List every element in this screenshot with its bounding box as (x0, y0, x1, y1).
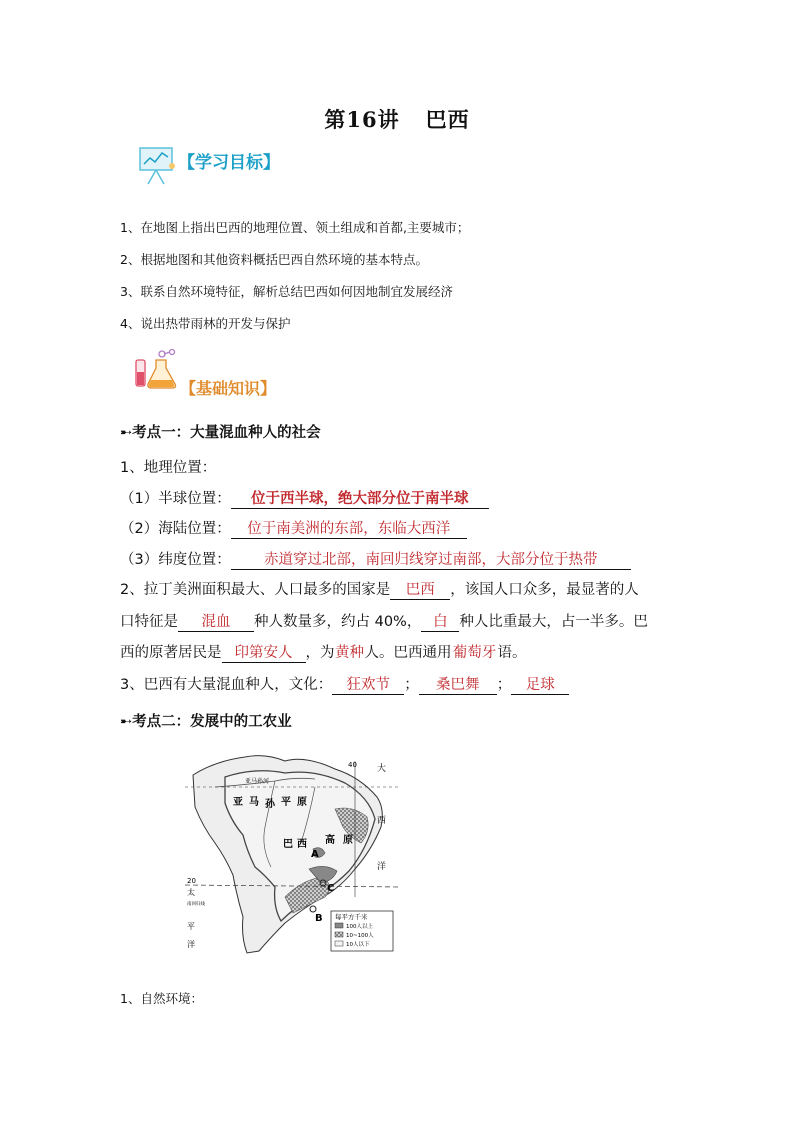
q2-line-1 (120, 578, 639, 600)
q2-answer-mixed: 混血 (178, 613, 254, 632)
map-point-b: B (315, 913, 323, 924)
q2-text-c: 口特征是 (120, 614, 178, 630)
map-atlantic-2: 西 (377, 816, 387, 826)
brazil-population-map (185, 747, 400, 961)
map-label-plateau-1: 巴 (283, 839, 293, 850)
q2-answer-white: 白 (421, 613, 459, 632)
map-label-amazon-plain-1: 亚 (233, 797, 243, 808)
objective-1: 1、在地图上指出巴西的地理位置、领土组成和首都,主要城市； (120, 220, 470, 235)
q2-text-d: 种人数量多，约占 40%， (254, 614, 422, 630)
q2-text-a: 2、拉丁美洲面积最大、人口最多的国家是 (120, 582, 391, 598)
q2-text-g: ，为 (305, 645, 335, 661)
latitude-line (120, 548, 631, 570)
map-lon-40: 40 (348, 761, 357, 769)
map-label-amazon-plain-5: 原 (297, 797, 307, 808)
q2-answer-indigenous: 印第安人 (222, 644, 306, 663)
map-point-c: C (327, 883, 335, 894)
lesson-number: 第16讲 (324, 107, 400, 132)
map-atlantic-1: 大 (377, 764, 387, 774)
q2-line-2 (120, 610, 648, 632)
hemisphere-line (120, 487, 489, 509)
q2-answer-country: 巴西 (390, 581, 450, 600)
map-point-a: A (311, 849, 319, 860)
objective-3: 3、联系自然环境特征，解析总结巴西如何因地制宜发展经济 (120, 284, 453, 299)
sea-land-line (120, 517, 467, 539)
objectives-heading: 【学习目标】 (178, 153, 280, 173)
q3-answer-football: 足球 (511, 676, 569, 695)
location-label: 1、地理位置： (120, 460, 217, 476)
q2-text-i: 语。 (497, 645, 527, 661)
q3-answer-carnival: 狂欢节 (332, 676, 404, 695)
q2-text-h: 人。巴西通用 (364, 645, 452, 661)
q3-text-a: 3、巴西有大量混血种人，文化： (120, 677, 333, 693)
legend-item-1: 100人以上 (346, 924, 373, 930)
legend-item-3: 10人以下 (346, 942, 370, 948)
legend-title: 每平方千米 (335, 913, 368, 921)
hemisphere-label: （1）半球位置： (120, 491, 231, 507)
map-label-amazon-plain-4: 平 (281, 797, 291, 808)
sea-land-label: （2）海陆位置： (120, 521, 231, 537)
q3-separator-1: ； (404, 677, 419, 693)
map-atlantic-3: 洋 (377, 862, 387, 872)
hemisphere-answer: 位于西半球，绝大部分位于南半球 (231, 490, 489, 509)
q2-text-f: 西的原著居民是 (120, 645, 222, 661)
latitude-label: （3）纬度位置： (120, 552, 231, 568)
sea-land-answer: 位于南美洲的东部，东临大西洋 (231, 520, 467, 539)
legend-item-2: 10~100人 (346, 933, 374, 939)
latitude-answer: 赤道穿过北部，南回归线穿过南部，大部分位于热带 (231, 551, 631, 570)
q3-separator-2: ； (496, 677, 512, 693)
map-label-amazon-plain-2: 马 (249, 797, 259, 808)
flask-icon (132, 346, 180, 392)
map-label-plateau-3: 高 (325, 835, 335, 846)
q3-line (120, 673, 569, 695)
q3-answer-samba: 桑巴舞 (419, 676, 497, 695)
q2-line-3 (120, 641, 527, 663)
basics-heading: 【基础知识】 (180, 379, 277, 398)
q2-text-b: ，该国人口众多，最显著的人 (450, 582, 639, 598)
map-label-amazon-plain-3: 孙 (265, 799, 275, 810)
map-label-plateau-4: 原 (343, 835, 353, 846)
key-point-2-title: ➸考点二：发展中的工农业 (120, 714, 292, 730)
map-pacific-2: 平 (187, 922, 195, 931)
natural-environment-label: 1、自然环境： (120, 991, 203, 1006)
q2-answer-yellow: 黄种 (335, 645, 364, 661)
map-label-plateau-2: 西 (297, 839, 307, 850)
objective-4: 4、说出热带雨林的开发与保护 (120, 316, 291, 331)
key-point-1-title: ➸考点一：大量混血种人的社会 (120, 425, 321, 441)
q2-answer-language: 葡萄牙 (452, 645, 497, 661)
map-tropic-label: 南回归线 (187, 902, 205, 907)
lesson-topic: 巴西 (425, 107, 470, 132)
map-lat-20: 20 (187, 877, 196, 885)
map-pacific-3: 洋 (187, 940, 195, 949)
page-title (0, 104, 794, 134)
q2-text-e: 种人比重最大，占一半多。巴 (459, 614, 648, 630)
map-pacific-1: 太 (187, 888, 195, 897)
objective-2: 2、根据地图和其他资料概括巴西自然环境的基本特点。 (120, 252, 428, 267)
map-label-amazon-river: 亚马孙河 (245, 778, 270, 785)
presentation-board-icon (134, 144, 178, 186)
